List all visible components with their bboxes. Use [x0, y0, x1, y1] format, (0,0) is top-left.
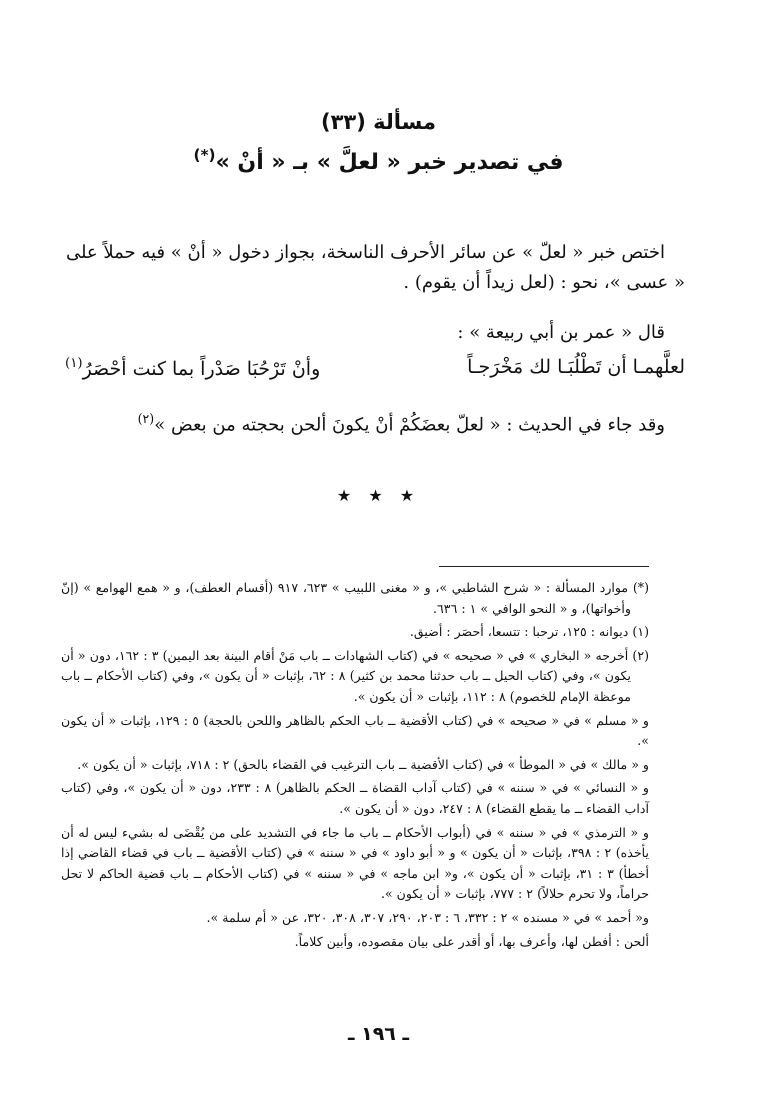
footnote-2-nasai: و « النسائي » في « سننه » في (كتاب آداب القضاة ــ الحكم بالظاهر) ٨ : ٢٣٣، دون « أن يكون »، وفي (كتاب آداب القضاء ــ ما يقطع القضاء) ٨ : ٢٤٧، دون « أن يكون ». — [61, 780, 649, 816]
footnote-2-malik: و « مالك » في « الموطأ » في (كتاب الأقضية ــ باب الترغيب في القضاء بالحق) ٢ : ٧١٨، بإثبات « أن يكون ». — [77, 756, 649, 772]
footnote-2-muslim: و « مسلم » في « صحيحه » في (كتاب الأقضية ــ باب الحكم بالظاهر واللحن بالحجة) ٥ : ١٢٩، بإثبات « أن يكون ». — [61, 712, 650, 749]
issue-title: مسألة (٣٣) — [320, 110, 437, 134]
verse-first-hemistich: لعلَّهمـا أن تَطْلُبَـا لك مَخْرَجـاً — [467, 356, 685, 378]
section-separator: ★ ★ ★ — [336, 486, 421, 505]
issue-subtitle — [0, 146, 757, 175]
page-number: ـ ١٩٦ ـ — [347, 1023, 409, 1045]
poetry-verse — [65, 356, 685, 388]
subtitle-footnote-mark: (*) — [193, 146, 216, 164]
footnote-rule — [439, 566, 649, 567]
verse-footnote-mark: (١) — [65, 356, 83, 371]
verse-second-hemistich — [65, 356, 320, 380]
footnote-2-tirmidhi: و « الترمذي » في « سننه » في (أبواب الأحكام ــ باب ما جاء في التشديد على من يُقْضَى له بشيء ليس له أن يأخذه) ٢ : ٣٩٨، بإثبات « أن يكون » و « أبو داود » في « سننه » في (كتاب الأقضية ــ باب في قضاء القاضي إذا أخطأ) ٣ : ٣١، بإثبات « أن يكون »، و« ابن ماجه » في « سننه » في (كتاب الأحكام ــ باب قضية الحاكم لا تحل حراماً، ولا تحرم حلالاً) ٢ : ٧٧٧، بإثبات « أن يكون ». — [61, 824, 649, 902]
footnote-sources: (*) موارد المسألة : « شرح الشاطبي »، و « مغنى اللبيب » ٦٢٣، ٩١٧ (أقسام العطف)، و « همع الهوامع » (إنّ وأخواتها)، و « النحو الوافي » ١ : ٦٣٦. — [61, 580, 649, 616]
hadith-footnote-mark: (٢) — [137, 411, 155, 426]
footnotes — [61, 578, 649, 952]
footnote-2-gloss: ألحن : أفطن لها، وأعرف بها، أو أقدر على بيان مقصوده، وأبين كلاماً. — [294, 933, 649, 949]
hadith-text: وقد جاء في الحديث : « لعلّ بعضَكُمْ أنْ يكونَ ألحن بحجته من بعض » — [154, 414, 665, 436]
footnote-1: (١) ديوانه : ١٢٥، ترحبا : تتسعا، أحصَر : أضيق. — [409, 624, 649, 640]
intro-paragraph: اختص خبر « لعلّ » عن سائر الأحرف الناسخة، بجواز دخول « أنْ » فيه حملاً على « عسى »، نحو : (لعل زيداً أن يقوم) . — [65, 242, 685, 293]
quote-intro: قال « عمر بن أبي ربيعة » : — [457, 322, 665, 343]
subtitle-text: في تصدير خبر « لعلَّ » بـ « أنْ » — [215, 150, 564, 176]
verse-second-text: وأنْ تَرْحُبَا صَدْراً بما كنت أحْصَرُ — [82, 357, 321, 380]
hadith-paragraph — [65, 404, 685, 441]
footnote-2-ahmad: و« أحمد » في « مسنده » ٢ : ٣٣٢، ٦ : ٢٠٣، ٢٩٠، ٣٠٧، ٣٠٨، ٣٢٠، عن « أم سلمة ». — [206, 909, 649, 925]
footnote-2: (٢) أخرجه « البخاري » في « صحيحه » في (كتاب الشهادات ــ باب مَنْ أقام البينة بعد اليمين) ٣ : ١٦٢، دون « أن يكون »، وفي (كتاب الحيل ــ باب حدثنا محمد بن كثير) ٨ : ٦٢، بإثبات « أن يكون »، وفي (كتاب الأحكام ــ باب موعظة الإمام للخصوم) ٨ : ١١٢، بإثبات « أن يكون ». — [61, 647, 650, 704]
